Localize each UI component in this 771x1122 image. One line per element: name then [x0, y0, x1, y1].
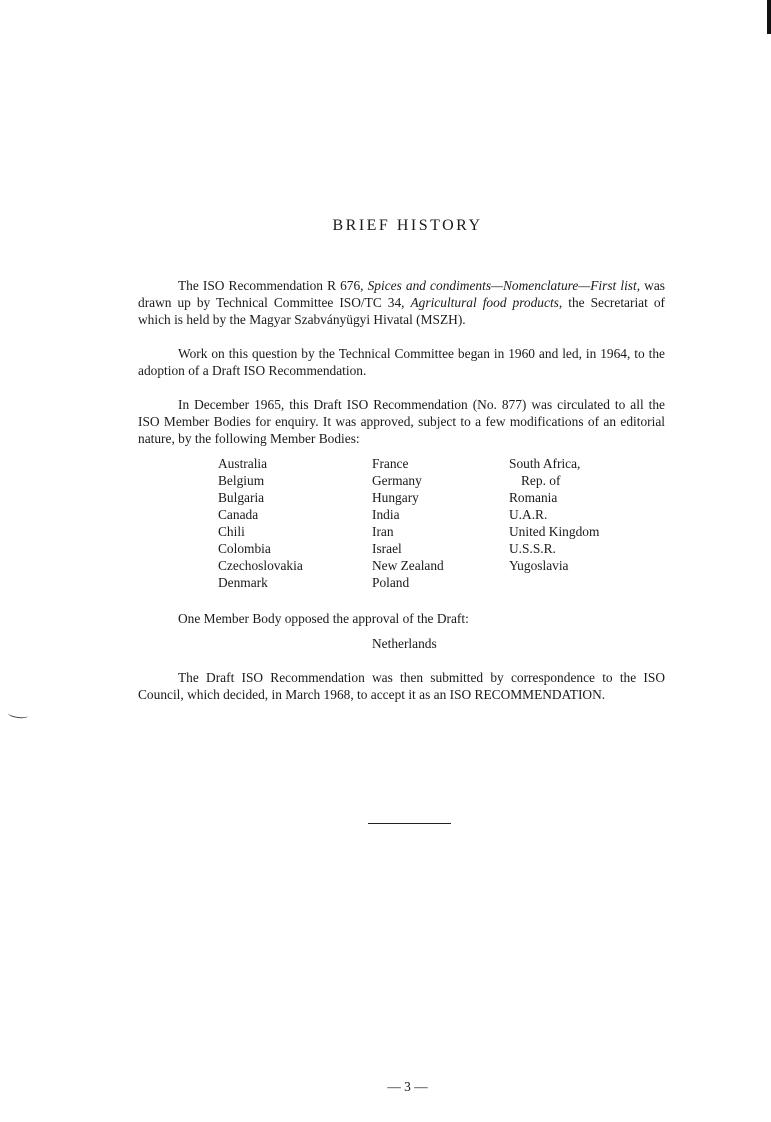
member-country: Romania: [509, 490, 558, 505]
member-country: Australia: [218, 456, 268, 471]
member-country: U.S.S.R.: [509, 541, 556, 556]
paragraph-origin-part-c: , the Secretariat of which is held by the Magyar Szabványügyi Hivatal (MSZH).: [138, 295, 665, 327]
member-country: Denmark: [218, 575, 268, 590]
paragraph-work: Work on this question by the Technical Committee began in 1960 and led, in 1964, to the adoption of a Draft ISO Recommendation.: [138, 346, 665, 378]
member-country: New Zealand: [372, 558, 444, 573]
members-column-2: [372, 455, 444, 591]
paragraph-enquiry: In December 1965, this Draft ISO Recommendation (No. 877) was circulated to all the ISO Member Bodies for enquiry. It was approved, subject to a few modifications of an editorial nature, by the following Member Bodies:: [138, 397, 665, 446]
member-country: U.A.R.: [509, 507, 548, 522]
member-country: Germany: [372, 473, 422, 488]
member-country: United Kingdom: [509, 524, 600, 539]
opposition-intro: One Member Body opposed the approval of the Draft:: [178, 611, 469, 626]
recommendation-title: Spices and condiments—Nomenclature—First list: [367, 278, 637, 293]
member-country: Iran: [372, 524, 394, 539]
member-country: Poland: [372, 575, 410, 590]
page-number: — 3 —: [387, 1079, 428, 1094]
member-country: Bulgaria: [218, 490, 265, 505]
committee-name: Agricultural food products: [410, 295, 559, 310]
members-column-3: [509, 455, 599, 574]
member-country: Chili: [218, 524, 245, 539]
member-country: Yugoslavia: [509, 558, 569, 573]
section-divider: [368, 823, 451, 824]
member-country: Colombia: [218, 541, 271, 556]
opposing-country: Netherlands: [372, 636, 437, 651]
paragraph-origin: [138, 277, 665, 328]
member-country: India: [372, 507, 400, 522]
member-country: France: [372, 456, 409, 471]
member-country: South Africa,: [509, 456, 581, 471]
member-country: Canada: [218, 507, 259, 522]
member-country: Hungary: [372, 490, 419, 505]
scan-artifact-mark: [8, 710, 29, 720]
page-title: BRIEF HISTORY: [332, 216, 483, 234]
members-column-1: [218, 455, 303, 591]
paragraph-origin-part-a: The ISO Recommendation R 676,: [178, 278, 368, 293]
member-country: Belgium: [218, 473, 265, 488]
paragraph-council-decision: The Draft ISO Recommendation was then submitted by correspondence to the ISO Council, which decided, in March 1968, to accept it as an ISO RECOMMENDATION.: [138, 670, 665, 702]
member-country: Czechoslovakia: [218, 558, 303, 573]
member-country: Israel: [372, 541, 402, 556]
paragraph-origin-part-b: , was drawn up by Technical Committee ISO/TC 34,: [138, 278, 665, 310]
member-country-continued: Rep. of: [521, 473, 561, 488]
scan-edge-mark: [767, 0, 771, 34]
